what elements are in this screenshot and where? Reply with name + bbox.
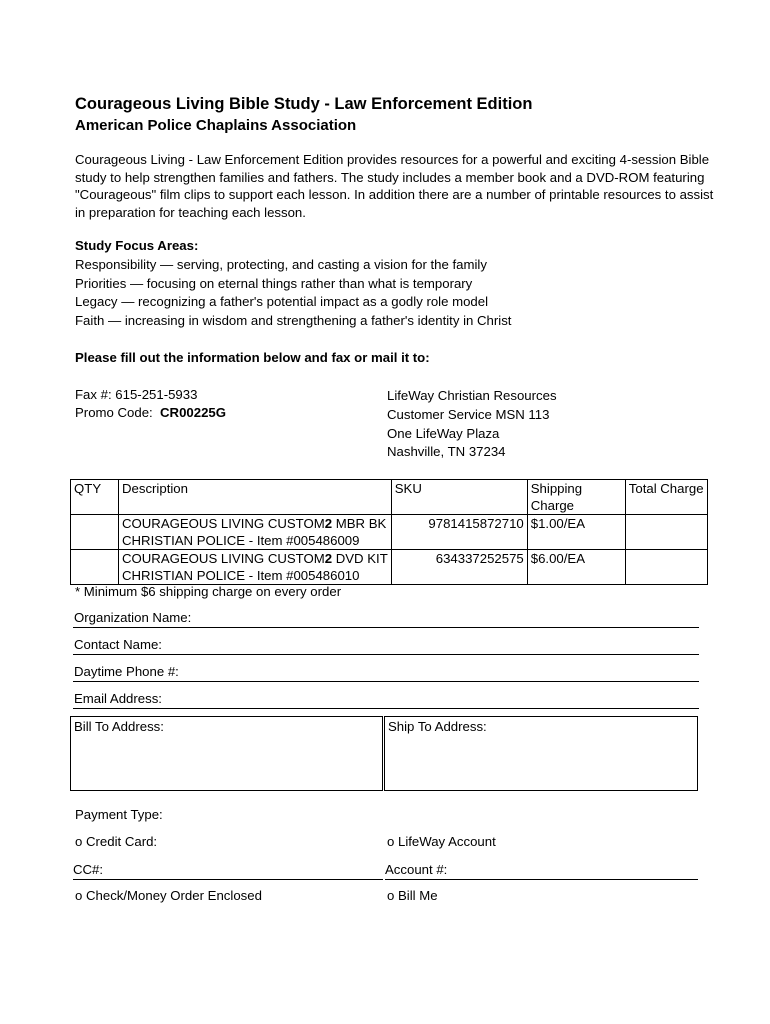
mailing-address <box>387 387 557 462</box>
total-cell[interactable] <box>625 550 707 585</box>
focus-item: Priorities — focusing on eternal things rather than what is temporary <box>75 275 473 291</box>
header-description: Description <box>119 480 392 515</box>
address-line: One LifeWay Plaza <box>387 425 500 441</box>
desc-text: DVD KIT <box>332 551 388 566</box>
focus-item: Responsibility — serving, protecting, and casting a vision for the family <box>75 257 487 272</box>
desc-bold: 2 <box>324 551 333 566</box>
organization-label: Organization Name: <box>74 610 192 625</box>
header-shipping-line: Charge <box>530 498 575 513</box>
intro-paragraph: Courageous Living - Law Enforcement Edition provides resources for a powerful and exciting 4-session Bible study to help strengthen families and fathers. The study includes a member book and a DVD-ROM featuring "Courageous" film clips to support each lesson. In addition there are a number of printable resources to assist in preparation for teaching each lesson. <box>75 152 714 220</box>
bill-to-label: Bill To Address: <box>74 719 164 734</box>
address-line: Nashville, TN 37234 <box>387 444 506 460</box>
promo-code <box>75 405 226 420</box>
qty-cell[interactable] <box>71 515 119 550</box>
fax-number: Fax #: 615-251-5933 <box>75 387 198 402</box>
bill-me-option[interactable]: o Bill Me <box>387 888 438 903</box>
ship-to-label: Ship To Address: <box>388 719 487 734</box>
phone-field[interactable] <box>73 663 699 682</box>
desc-text: COURAGEOUS LIVING CUSTOM <box>122 551 325 566</box>
focus-item: Legacy — recognizing a father's potential impact as a godly role model <box>75 294 489 309</box>
page-subtitle: American Police Chaplains Association <box>75 117 357 134</box>
promo-label: Promo Code: <box>75 405 153 420</box>
desc-text: COURAGEOUS LIVING CUSTOM <box>122 516 325 531</box>
check-option[interactable]: o Check/Money Order Enclosed <box>75 888 262 903</box>
payment-type-label: Payment Type: <box>75 807 163 822</box>
header-qty: QTY <box>71 480 119 515</box>
ship-to-box[interactable] <box>384 716 698 791</box>
header-shipping <box>527 480 625 515</box>
header-sku: SKU <box>391 480 527 515</box>
table-row <box>71 550 708 585</box>
organization-field[interactable] <box>73 609 699 628</box>
qty-cell[interactable] <box>71 550 119 585</box>
sku-cell: 9781415872710 <box>391 515 527 550</box>
table-row <box>71 515 708 550</box>
header-total: Total Charge <box>625 480 707 515</box>
header-shipping-line: Shipping <box>530 481 583 496</box>
bill-to-box[interactable] <box>70 716 383 791</box>
sku-cell: 634337252575 <box>391 550 527 585</box>
contact-name-label: Contact Name: <box>74 637 162 652</box>
promo-code-value: CR00225G <box>160 405 227 420</box>
contact-name-field[interactable] <box>73 636 699 655</box>
desc-line: CHRISTIAN POLICE - Item #005486009 <box>122 533 360 548</box>
order-table <box>70 479 708 585</box>
instructions-heading: Please fill out the information below and fax or mail it to: <box>75 350 430 365</box>
desc-line: CHRISTIAN POLICE - Item #005486010 <box>122 568 360 583</box>
description-cell <box>119 550 392 585</box>
lifeway-account-option[interactable]: o LifeWay Account <box>387 834 496 849</box>
shipping-note: * Minimum $6 shipping charge on every order <box>75 584 342 599</box>
email-field[interactable] <box>73 690 699 709</box>
focus-heading: Study Focus Areas: <box>75 238 199 253</box>
email-label: Email Address: <box>74 691 162 706</box>
focus-item: Faith — increasing in wisdom and strengthening a father's identity in Christ <box>75 312 512 328</box>
shipping-cell: $1.00/EA <box>527 515 625 550</box>
description-cell <box>119 515 392 550</box>
cc-label: CC#: <box>73 862 104 877</box>
account-label: Account #: <box>385 862 448 877</box>
table-header-row <box>71 480 708 515</box>
focus-list <box>75 256 511 330</box>
address-line: Customer Service MSN 113 <box>387 406 550 422</box>
desc-text: MBR BK <box>332 516 387 531</box>
address-line: LifeWay Christian Resources <box>387 388 557 403</box>
desc-bold: 2 <box>324 516 333 531</box>
account-number-field[interactable] <box>385 861 698 880</box>
total-cell[interactable] <box>625 515 707 550</box>
phone-label: Daytime Phone #: <box>74 664 179 679</box>
cc-number-field[interactable] <box>73 861 383 880</box>
shipping-cell: $6.00/EA <box>527 550 625 585</box>
credit-card-option[interactable]: o Credit Card: <box>75 834 158 849</box>
page-title: Courageous Living Bible Study - Law Enforcement Edition <box>75 95 533 113</box>
